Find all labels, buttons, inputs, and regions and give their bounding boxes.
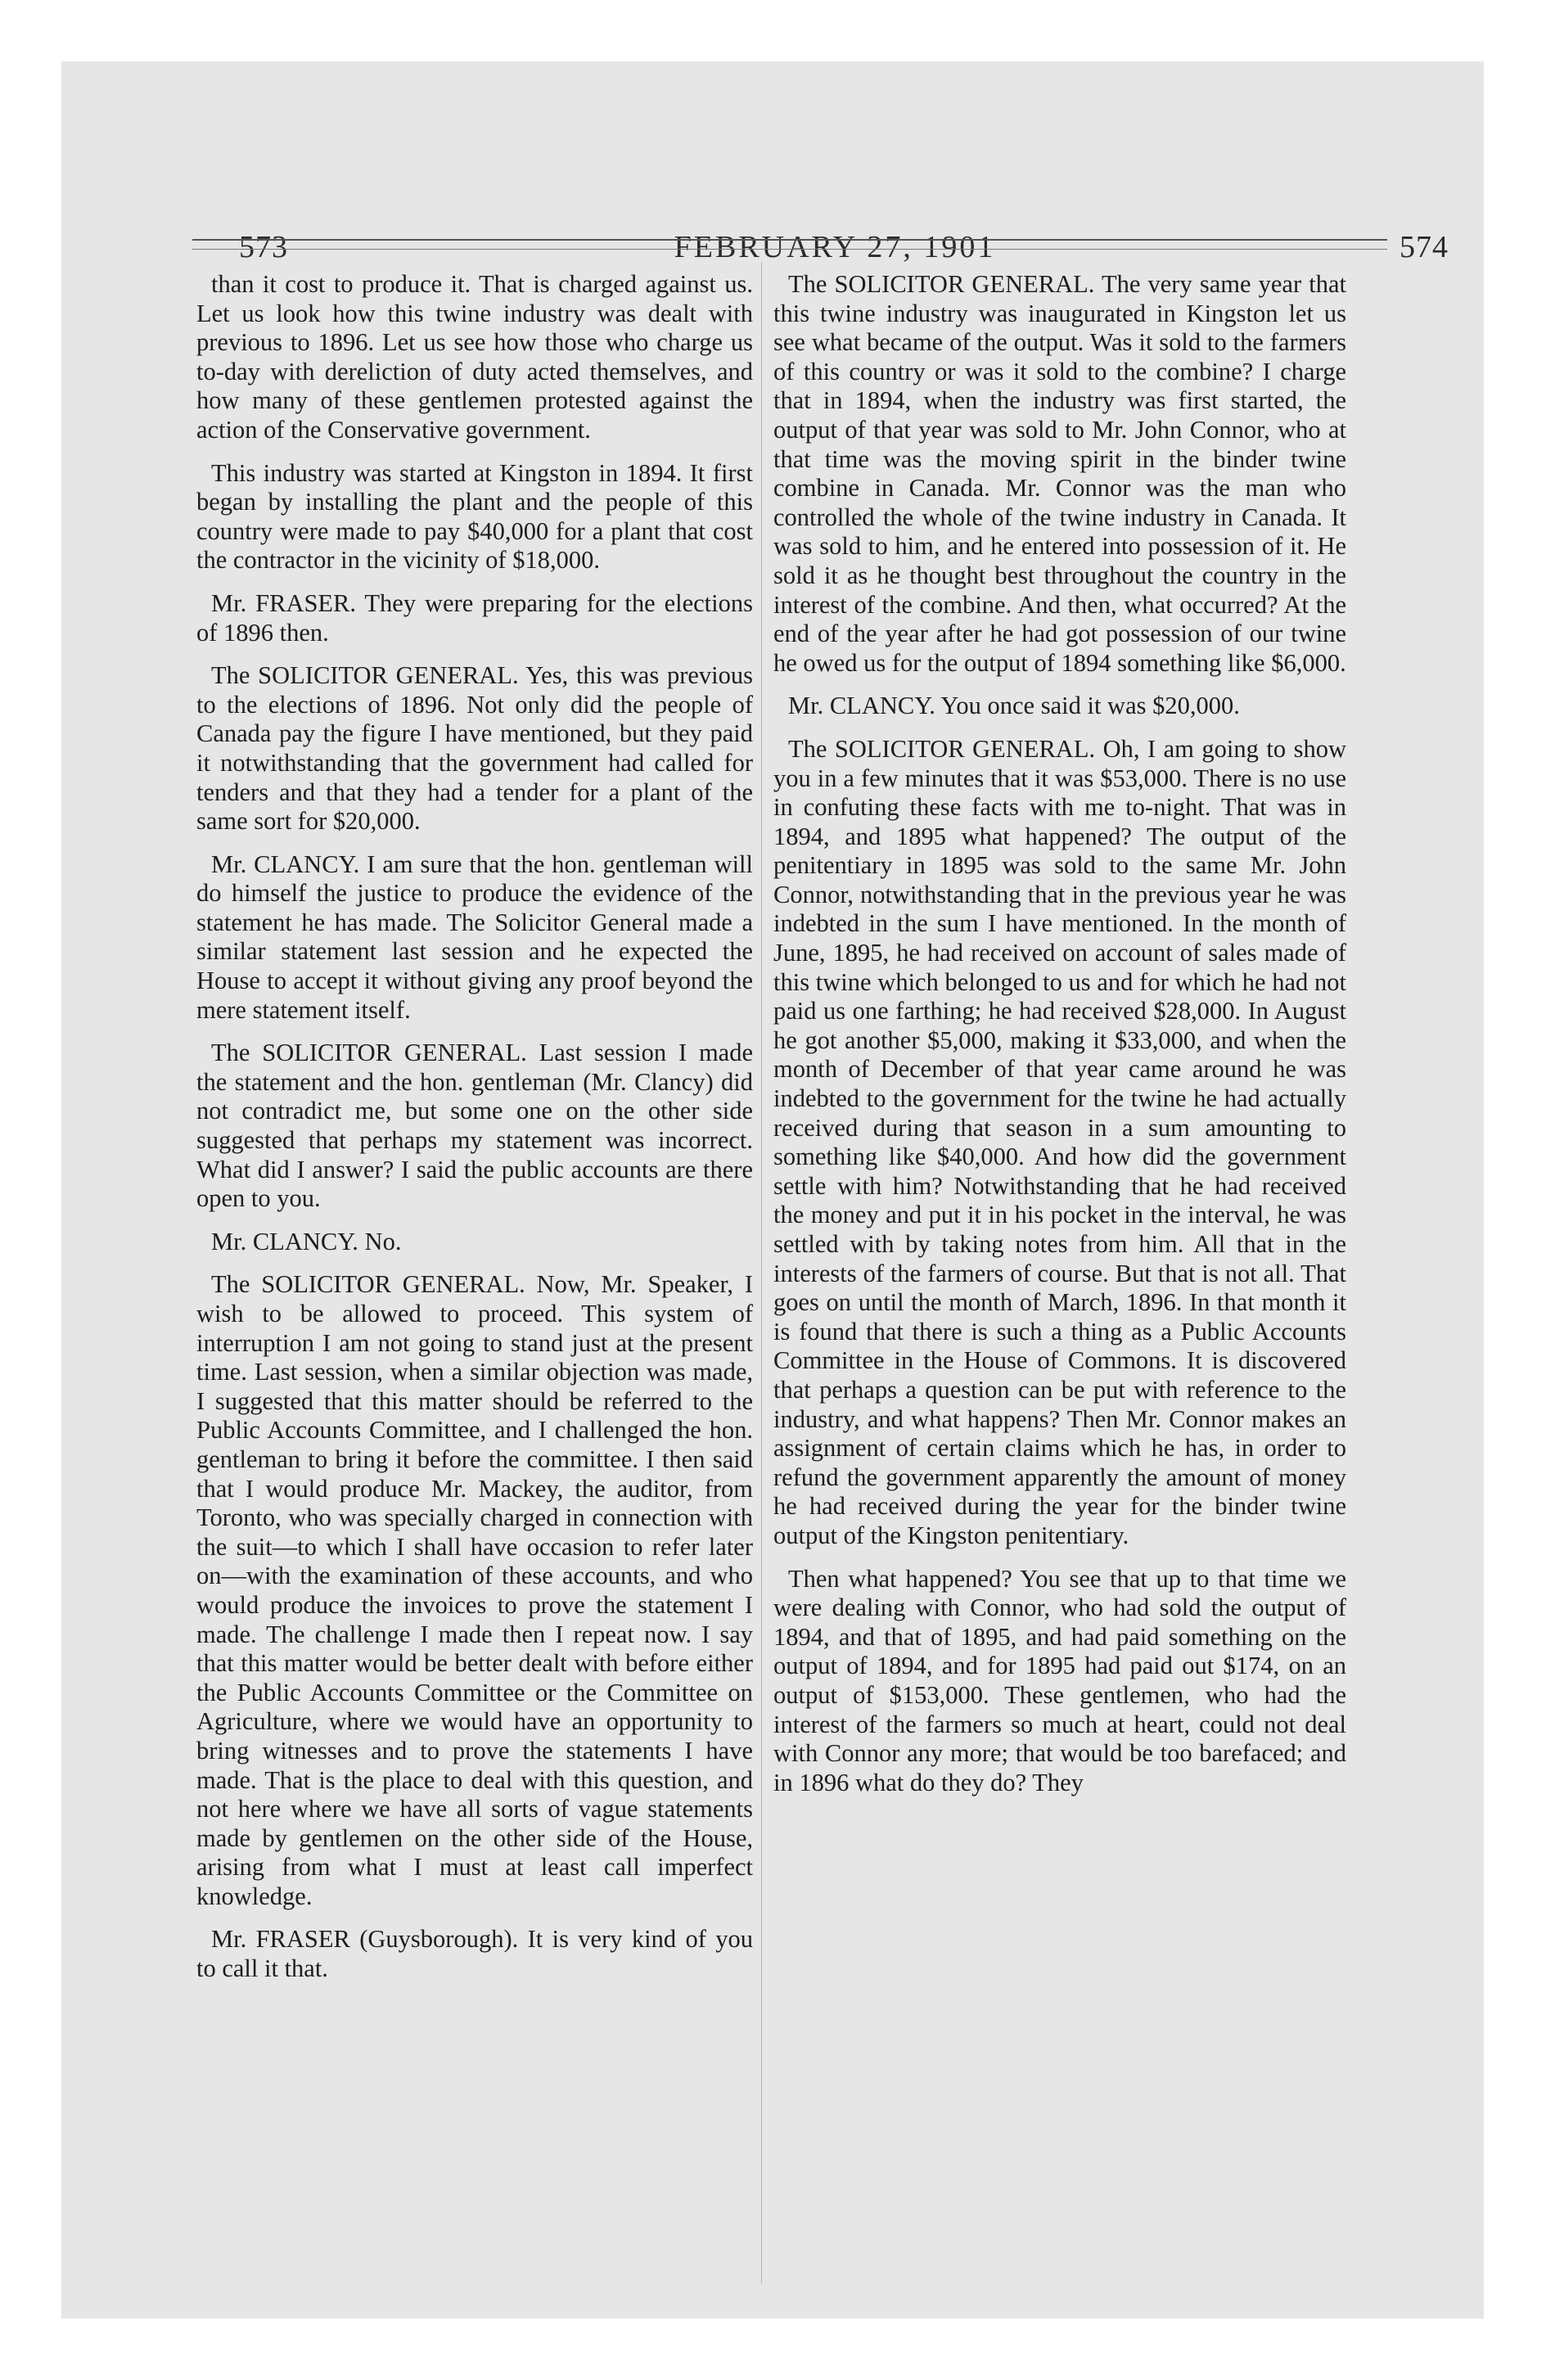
paragraph: Mr. FRASER. They were preparing for the elections of 1896 then. (196, 588, 753, 647)
paragraph: Mr. CLANCY. No. (211, 1227, 402, 1255)
paragraph: The SOLICITOR GENERAL. The very same year that this twine industry was inaugurated in Kingston let us see what became of the output. Was it sold to the farmers of this country or was it sold to the combine? I charge that in 1894, when the industry was first started, the output of that year was sold to Mr. John Connor, who at that time was the moving spirit in the binder twine combine in Canada. Mr. Connor was the man who controlled the whole of the twine industry in Canada. It was sold to him, and he entered into possession of it. He sold it as he thought best throughout the country in the interest of the combine. And then, what occurred? At the end of the year after he had got possession of our twine he owed us for the output of 1894 something like $6,000. (773, 270, 1346, 677)
paragraph: The SOLICITOR GENERAL. Last session I made the statement and the hon. gentleman (Mr. Clancy) did not contradict me, but some one on the other side suggested that perhaps my statement was incorrect. What did I answer? I said the public accounts are there open to you. (196, 1039, 753, 1213)
page-number-left: 573 (239, 230, 288, 264)
paragraph: The SOLICITOR GENERAL. Yes, this was previous to the elections of 1896. Not only did the people of Canada pay the figure I have mentioned, but they paid it notwithstanding that the government had called for tenders and that they had a tender for a plant of the same sort for $20,000. (196, 661, 753, 836)
paragraph: The SOLICITOR GENERAL. Oh, I am going to show you in a few minutes that it was $53,000. There is no use in confuting these facts with me to-night. That was in 1894, and 1895 what happened? The output of the penitentiary in 1895 was sold to the same Mr. John Connor, notwithstanding that in the previous year he was indebted in the sum I have mentioned. In the month of June, 1895, he had received on account of sales made of this twine which belonged to us and for which he had not paid us one farthing; he had received $28,000. In August he got another $5,000, making it $33,000, and when the month of December of that year came around he was indebted to the government for the twine he had actually received during that season in a sum amounting to something like $40,000. And how did the government settle with him? Notwithstanding that he had received the money and put it in his pocket in the interval, he was settled with by taking notes from him. All that in the interests of the farmers of course. But that is not all. That goes on until the month of March, 1896. In that month it is found that there is such a thing as a Public Accounts Committee in the House of Commons. It is discovered that perhaps a question can be put with reference to the industry, and what happens? Then Mr. Connor makes an assignment of certain claims which he has, in order to refund the government apparently the amount of money he had received during the year for the binder twine output of the Kingston penitentiary. (773, 734, 1346, 1549)
header-date: FEBRUARY 27, 1901 (674, 230, 996, 264)
paragraph: than it cost to produce it. That is charged against us. Let us look how this twine industry was dealt with previous to 1896. Let us see how those who charge us to-day with dereliction of duty acted themselves, and how many of these gentlemen protested against the action of the Conservative government. (196, 270, 753, 444)
page-number-right: 574 (1400, 230, 1449, 264)
right-column (773, 270, 1346, 1797)
header-rule (192, 239, 1387, 250)
paragraph: Then what happened? You see that up to that time we were dealing with Connor, who had sold the output of 1894, and that of 1895, and had paid something on the output of 1894, and for 1895 had paid out $174, on an output of $153,000. These gentlemen, who had the interest of the farmers so much at heart, could not deal with Connor any more; that would be too barefaced; and in 1896 what do they do? They (773, 1564, 1346, 1796)
paragraph: This industry was started at Kingston in 1894. It first began by installing the plant and the people of this country were made to pay $40,000 for a plant that cost the contractor in the vicinity of $18,000. (196, 458, 753, 575)
column-divider (761, 262, 762, 2283)
paragraph: The SOLICITOR GENERAL. Now, Mr. Speaker, I wish to be allowed to proceed. This system of interruption I am not going to stand just at the present time. Last session, when a similar objection was made, I suggested that this matter should be referred to the Public Accounts Committee, and I challenged the hon. gentleman to bring it before the committee. I then said that I would produce Mr. Mackey, the auditor, from Toronto, who was specially charged in connection with the suit—to which I shall have occasion to refer later on—with the examination of these accounts, and who would produce the invoices to prove the statement I made. The challenge I made then I repeat now. I say that this matter would be better dealt with before either the Public Accounts Committee or the Committee on Agriculture, where we would have an opportunity to bring witnesses and to prove the statements I have made. That is the place to deal with this question, and not here where we have all sorts of vague statements made by gentlemen on the other side of the House, arising from what I must at least call imperfect knowledge. (196, 1270, 753, 1910)
paragraph: Mr. FRASER (Guysborough). It is very kind of you to call it that. (196, 1925, 753, 1983)
left-column (196, 270, 753, 1984)
paragraph: Mr. CLANCY. I am sure that the hon. gentleman will do himself the justice to produce the evidence of the statement he has made. The Solicitor General made a similar statement last session and he expected the House to accept it without giving any proof beyond the mere statement itself. (196, 850, 753, 1024)
paragraph: Mr. CLANCY. You once said it was $20,000. (788, 692, 1240, 720)
